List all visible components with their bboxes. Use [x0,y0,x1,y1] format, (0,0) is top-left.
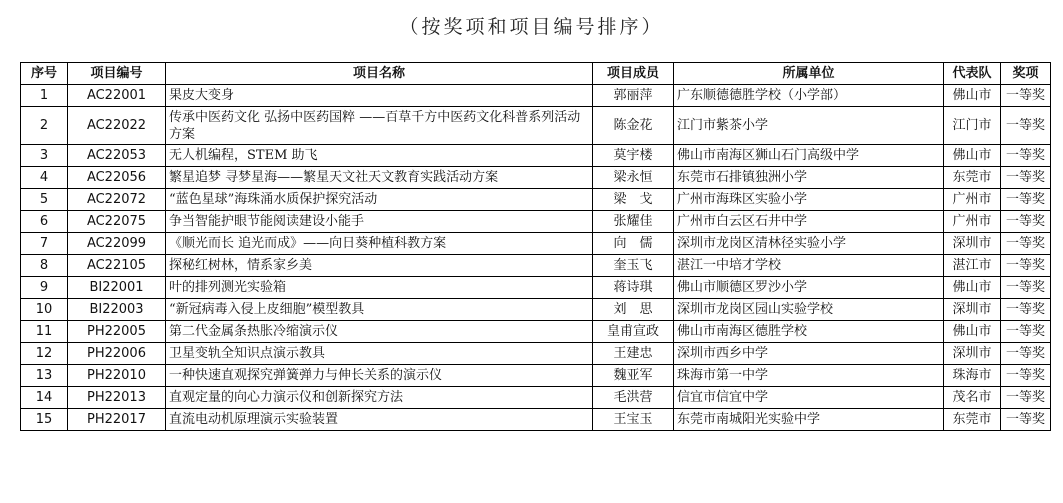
row-no: 8 [21,255,68,277]
row-no: 2 [21,107,68,145]
row-members: 梁 戈 [593,189,674,211]
row-members: 皇甫宣政 [593,321,674,343]
row-code: BI22001 [68,277,166,299]
row-members: 奎玉飞 [593,255,674,277]
table-row [21,387,1051,409]
row-members: 王宝玉 [593,409,674,431]
row-unit: 东莞市南城阳光实验中学 [674,409,944,431]
row-code: PH22005 [68,321,166,343]
row-members: 魏亚军 [593,365,674,387]
row-award: 一等奖 [1001,321,1051,343]
row-unit: 湛江一中培才学校 [674,255,944,277]
header-unit: 所属单位 [674,63,944,85]
row-unit: 佛山市南海区狮山石门高级中学 [674,145,944,167]
row-members: 莫宇楼 [593,145,674,167]
row-no: 4 [21,167,68,189]
row-team: 珠海市 [944,365,1001,387]
row-award: 一等奖 [1001,277,1051,299]
row-award: 一等奖 [1001,211,1051,233]
row-team: 佛山市 [944,85,1001,107]
row-team: 佛山市 [944,145,1001,167]
row-name: 叶的排列测光实验箱 [166,277,593,299]
table-row [21,409,1051,431]
row-name: “新冠病毒入侵上皮细胞”模型教具 [166,299,593,321]
row-name: “蓝色星球”海珠涌水质保护探究活动 [166,189,593,211]
row-no: 7 [21,233,68,255]
row-unit: 东莞市石排镇独洲小学 [674,167,944,189]
table-row [21,277,1051,299]
row-team: 茂名市 [944,387,1001,409]
row-no: 12 [21,343,68,365]
row-award: 一等奖 [1001,255,1051,277]
row-no: 10 [21,299,68,321]
table-row [21,343,1051,365]
row-no: 5 [21,189,68,211]
row-no: 13 [21,365,68,387]
row-award: 一等奖 [1001,189,1051,211]
row-unit: 广州市海珠区实验小学 [674,189,944,211]
row-team: 佛山市 [944,321,1001,343]
row-name: 一种快速直观探究弹簧弹力与伸长关系的演示仪 [166,365,593,387]
row-code: AC22099 [68,233,166,255]
header-code: 项目编号 [68,63,166,85]
row-code: AC22022 [68,107,166,145]
row-name: 无人机编程，STEM 助飞 [166,145,593,167]
row-members: 向 儒 [593,233,674,255]
row-award: 一等奖 [1001,409,1051,431]
row-team: 广州市 [944,189,1001,211]
row-name: 传承中医药文化 弘扬中医药国粹 ——百草千方中医药文化科普系列活动方案 [166,107,593,145]
row-team: 深圳市 [944,233,1001,255]
row-no: 6 [21,211,68,233]
row-award: 一等奖 [1001,299,1051,321]
page-subtitle: （按奖项和项目编号排序） [399,16,664,38]
row-unit: 佛山市顺德区罗沙小学 [674,277,944,299]
header-name: 项目名称 [166,63,593,85]
table-row [21,255,1051,277]
row-no: 15 [21,409,68,431]
row-members: 刘 思 [593,299,674,321]
row-team: 东莞市 [944,167,1001,189]
row-award: 一等奖 [1001,85,1051,107]
row-members: 王建忠 [593,343,674,365]
row-name: 繁星追梦 寻梦星海——繁星天文社天文教育实践活动方案 [166,167,593,189]
row-code: AC22001 [68,85,166,107]
table-row [21,365,1051,387]
row-award: 一等奖 [1001,233,1051,255]
row-name: 争当智能护眼节能阅读建设小能手 [166,211,593,233]
row-members: 梁永恒 [593,167,674,189]
row-name: 直流电动机原理演示实验装置 [166,409,593,431]
table-row [21,145,1051,167]
row-name: 果皮大变身 [166,85,593,107]
row-name: 直观定量的向心力演示仪和创新探究方法 [166,387,593,409]
row-no: 9 [21,277,68,299]
row-team: 东莞市 [944,409,1001,431]
header-members: 项目成员 [593,63,674,85]
row-team: 湛江市 [944,255,1001,277]
table-row [21,107,1051,145]
row-award: 一等奖 [1001,387,1051,409]
row-code: PH22010 [68,365,166,387]
table-row [21,167,1051,189]
row-name: 《顺光而长 追光而成》——向日葵种植科教方案 [166,233,593,255]
row-code: AC22056 [68,167,166,189]
header-team: 代表队 [944,63,1001,85]
row-unit: 佛山市南海区德胜学校 [674,321,944,343]
row-team: 广州市 [944,211,1001,233]
row-members: 郭丽萍 [593,85,674,107]
table-row [21,233,1051,255]
row-award: 一等奖 [1001,107,1051,145]
row-unit: 江门市紫茶小学 [674,107,944,145]
awards-table [20,62,1051,431]
row-code: PH22006 [68,343,166,365]
row-award: 一等奖 [1001,365,1051,387]
row-unit: 珠海市第一中学 [674,365,944,387]
table-row [21,85,1051,107]
row-award: 一等奖 [1001,145,1051,167]
table-row [21,211,1051,233]
row-team: 佛山市 [944,277,1001,299]
header-no: 序号 [21,63,68,85]
table-row [21,189,1051,211]
header-award: 奖项 [1001,63,1051,85]
row-team: 江门市 [944,107,1001,145]
row-award: 一等奖 [1001,167,1051,189]
row-no: 3 [21,145,68,167]
row-no: 11 [21,321,68,343]
row-code: AC22053 [68,145,166,167]
row-award: 一等奖 [1001,343,1051,365]
row-no: 1 [21,85,68,107]
row-members: 陈金花 [593,107,674,145]
row-name: 探秘红树林，情系家乡美 [166,255,593,277]
row-unit: 深圳市龙岗区园山实验学校 [674,299,944,321]
row-code: AC22075 [68,211,166,233]
row-code: AC22105 [68,255,166,277]
row-code: PH22013 [68,387,166,409]
row-members: 张耀佳 [593,211,674,233]
row-unit: 广东顺德德胜学校（小学部） [674,85,944,107]
row-unit: 深圳市西乡中学 [674,343,944,365]
row-team: 深圳市 [944,299,1001,321]
row-unit: 信宜市信宜中学 [674,387,944,409]
table-row [21,299,1051,321]
row-unit: 深圳市龙岗区清林径实验小学 [674,233,944,255]
row-code: PH22017 [68,409,166,431]
row-name: 卫星变轨全知识点演示教具 [166,343,593,365]
row-team: 深圳市 [944,343,1001,365]
table-header-row [21,63,1051,85]
row-name: 第二代金属条热胀冷缩演示仪 [166,321,593,343]
row-code: AC22072 [68,189,166,211]
row-members: 蒋诗琪 [593,277,674,299]
row-no: 14 [21,387,68,409]
row-unit: 广州市白云区石井中学 [674,211,944,233]
row-members: 毛洪营 [593,387,674,409]
table-row [21,321,1051,343]
row-code: BI22003 [68,299,166,321]
